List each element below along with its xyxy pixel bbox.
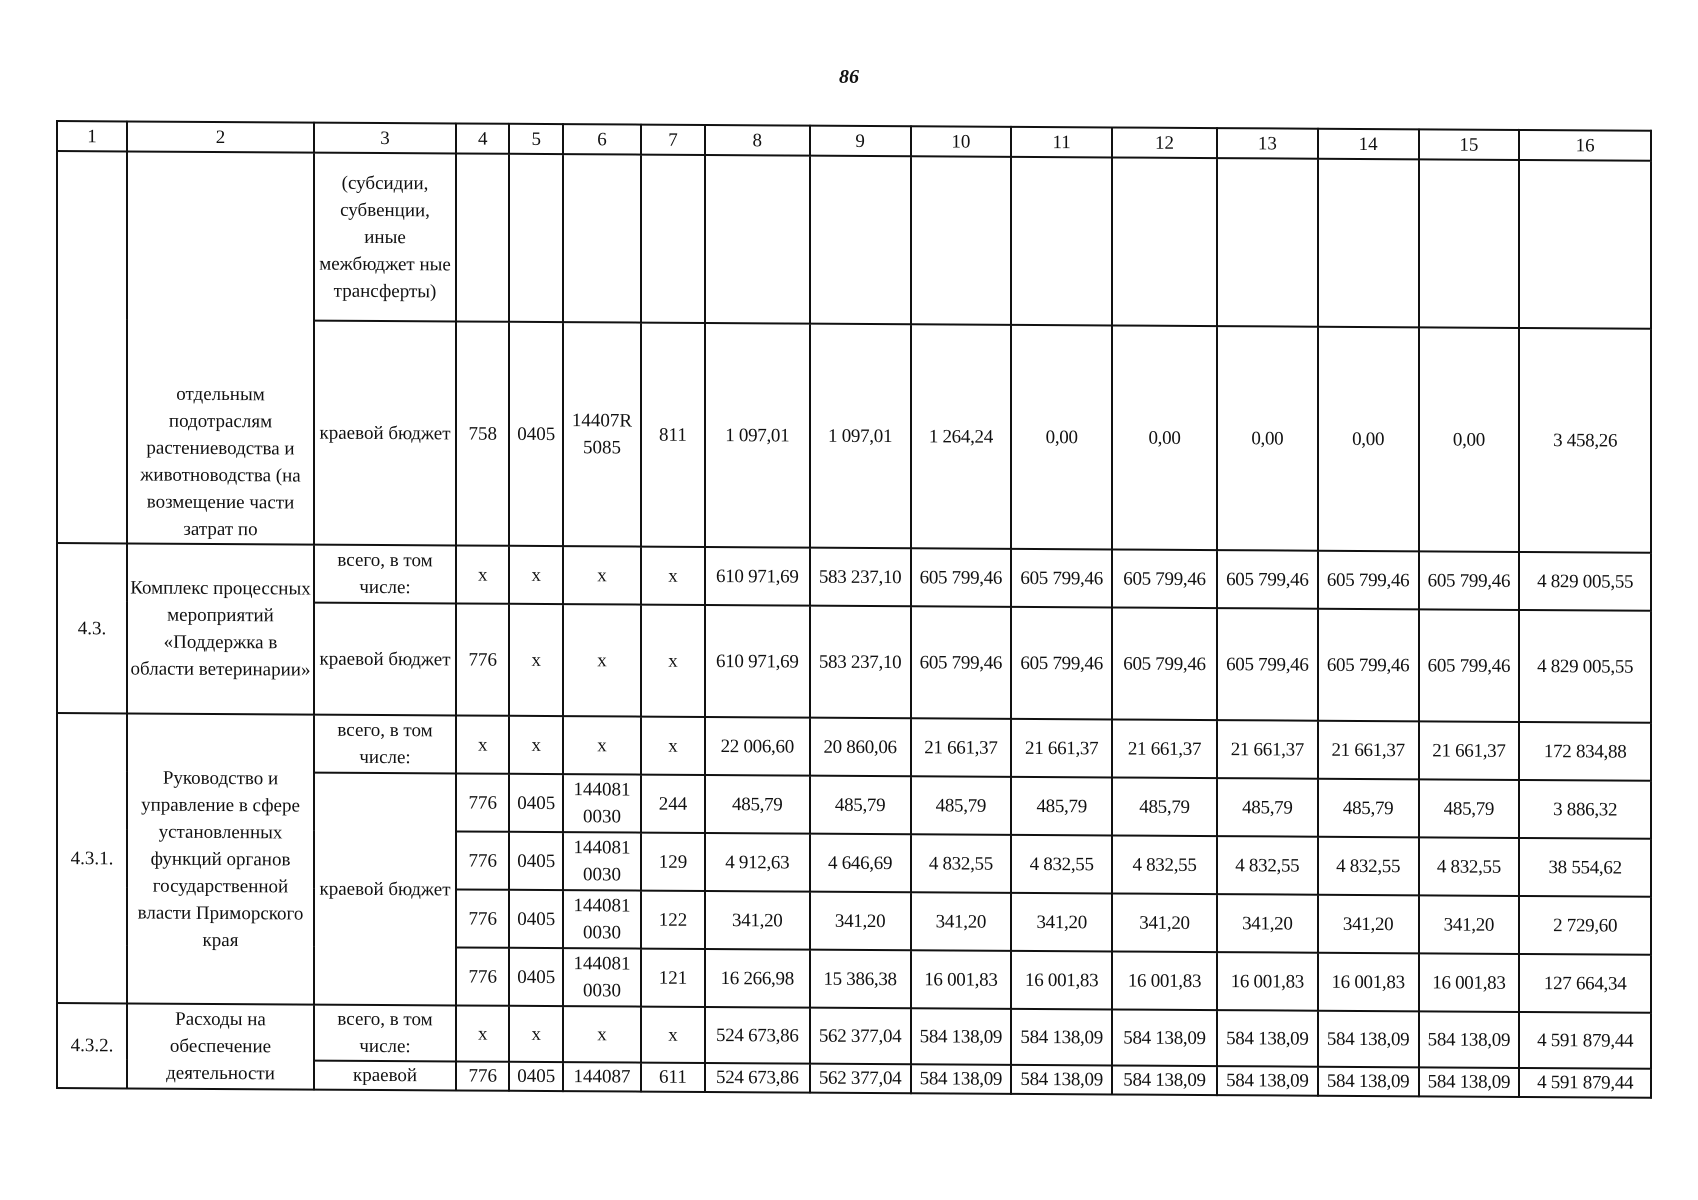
value-cell: 21 661,37 [911,718,1012,777]
value-cell: 16 001,83 [1419,953,1520,1012]
code-cell: 0405 [509,890,562,948]
value-cell: 4 591 879,44 [1519,1068,1651,1098]
value-cell: 605 799,46 [1217,608,1318,721]
funding-source: краевой бюджет [314,603,456,716]
header-cell: 3 [314,123,456,154]
value-cell: 583 237,10 [810,606,911,719]
value-cell: 16 001,83 [1217,952,1318,1011]
value-cell: 16 001,83 [1318,953,1419,1012]
value-cell: 584 138,09 [1112,1065,1217,1095]
value-cell: 584 138,09 [911,1008,1012,1065]
value-cell: 20 860,06 [810,718,911,777]
budget-table [56,120,1652,1099]
code-cell: 776 [456,603,509,715]
code-cell: 776 [456,947,509,1005]
value-cell: 605 799,46 [1318,609,1419,722]
empty-cell [1519,160,1651,329]
table-row [57,151,1651,329]
value-cell: 127 664,34 [1519,954,1651,1013]
value-cell: 21 661,37 [1318,721,1419,780]
code-cell: x [509,604,562,716]
code-cell: x [641,547,705,605]
empty-cell [456,153,509,321]
code-cell: 758 [456,321,509,545]
value-cell: 341,20 [911,892,1012,951]
value-cell: 485,79 [705,775,810,834]
code-cell: x [563,1006,641,1062]
funding-note: (субсидии, субвенции, иные межбюджет ные трансферты) [314,153,456,322]
header-cell: 4 [456,123,509,153]
code-cell: x [509,716,562,774]
table-row [57,543,1651,611]
value-cell: 16 001,83 [1011,951,1112,1010]
empty-cell [1112,157,1217,326]
value-cell: 4 832,55 [911,834,1012,893]
code-cell: x [641,1007,705,1063]
value-cell: 584 138,09 [1217,1066,1318,1096]
funding-source: всего, в том числе: [314,1005,456,1062]
value-cell: 562 377,04 [810,1064,911,1094]
measure-name: Руководство и управление в сфере установленных функций органов государственной власти Приморского края [127,713,314,1004]
row-number: 4.3.2. [57,1003,127,1088]
code-cell: 776 [456,831,509,889]
value-cell: 341,20 [1011,893,1112,952]
value-cell: 485,79 [1011,777,1112,836]
value-cell: 4 832,55 [1318,837,1419,896]
code-cell: 0405 [509,1062,562,1091]
code-cell: 122 [641,891,705,949]
code-cell: 129 [641,833,705,891]
code-cell: 144081 0030 [563,774,641,832]
value-cell: 4 912,63 [705,833,810,892]
value-cell: 605 799,46 [1112,607,1217,720]
value-cell: 4 832,55 [1419,837,1520,896]
code-cell: 0405 [509,832,562,890]
value-cell: 16 001,83 [1112,951,1217,1010]
row-number: 4.3.1. [57,713,127,1003]
page-number: 86 [839,66,859,88]
code-cell: 0405 [509,774,562,832]
measure-name: Расходы на обеспечение деятельности [127,1003,314,1089]
header-cell: 6 [563,124,641,154]
code-cell: 776 [456,1061,509,1090]
value-cell: 485,79 [911,776,1012,835]
value-cell: 4 591 879,44 [1519,1012,1651,1069]
value-cell: 3 458,26 [1519,328,1651,553]
value-cell: 584 138,09 [1419,1011,1520,1068]
value-cell: 38 554,62 [1519,838,1651,897]
value-cell: 583 237,10 [810,548,911,607]
value-cell: 605 799,46 [911,548,1012,607]
code-cell: 811 [641,323,705,547]
empty-cell [1011,157,1112,326]
value-cell: 610 971,69 [705,605,810,718]
value-cell: 4 832,55 [1112,835,1217,894]
header-cell: 10 [911,126,1012,157]
value-cell: 0,00 [1217,326,1318,551]
value-cell: 341,20 [705,891,810,950]
value-cell: 0,00 [1419,327,1520,552]
value-cell: 485,79 [1112,777,1217,836]
row-number: 4.3. [57,543,127,713]
code-cell: x [641,717,705,775]
funding-source: всего, в том числе: [314,545,456,604]
table-row [57,1003,1651,1069]
code-cell: x [563,546,641,604]
funding-source: краевой бюджет [314,321,456,546]
header-cell: 12 [1112,127,1217,158]
value-cell: 1 264,24 [911,324,1012,549]
value-cell: 1 097,01 [810,324,911,549]
code-cell: 0405 [509,948,562,1006]
funding-source: краевой [314,1061,456,1091]
empty-cell [509,154,562,322]
code-cell: 776 [456,889,509,947]
code-cell: 611 [641,1063,705,1092]
header-cell: 11 [1011,127,1112,158]
value-cell: 21 661,37 [1011,719,1112,778]
measure-name: отдельным подотраслям растениеводства и животноводства (на возмещение части затрат по [127,151,314,544]
value-cell: 22 006,60 [705,717,810,776]
code-cell: 144081 0030 [563,832,641,890]
value-cell: 4 829 005,55 [1519,552,1651,611]
code-cell: x [456,715,509,773]
value-cell: 4 829 005,55 [1519,610,1651,723]
value-cell: 584 138,09 [911,1064,1012,1094]
empty-cell [563,154,641,322]
value-cell: 485,79 [1217,778,1318,837]
header-cell: 5 [509,124,562,154]
value-cell: 524 673,86 [705,1063,810,1093]
value-cell: 341,20 [1318,895,1419,954]
code-cell: x [563,604,641,716]
value-cell: 485,79 [1419,779,1520,838]
value-cell: 584 138,09 [1318,1011,1419,1068]
value-cell: 605 799,46 [1011,607,1112,720]
value-cell: 605 799,46 [1112,549,1217,608]
value-cell: 584 138,09 [1419,1067,1520,1097]
value-cell: 341,20 [1419,895,1520,954]
code-cell: x [563,716,641,774]
header-cell: 14 [1318,129,1419,160]
empty-cell [810,156,911,325]
empty-cell [641,155,705,323]
value-cell: 605 799,46 [1419,609,1520,722]
value-cell: 16 266,98 [705,949,810,1008]
empty-cell [1419,159,1520,328]
value-cell: 16 001,83 [911,950,1012,1009]
empty-cell [1217,158,1318,327]
code-cell: 144081 0030 [563,890,641,948]
header-cell: 13 [1217,128,1318,159]
value-cell: 584 138,09 [1318,1067,1419,1097]
code-cell: x [509,546,562,604]
code-cell: 244 [641,775,705,833]
code-cell: 776 [456,773,509,831]
value-cell: 584 138,09 [1011,1065,1112,1095]
value-cell: 4 832,55 [1217,836,1318,895]
value-cell: 485,79 [810,776,911,835]
code-cell: x [509,1006,562,1062]
code-cell: 14407R 5085 [563,322,641,546]
value-cell: 21 661,37 [1112,719,1217,778]
code-cell: x [456,1005,509,1061]
value-cell: 485,79 [1318,779,1419,838]
value-cell: 605 799,46 [1011,549,1112,608]
value-cell: 524 673,86 [705,1007,810,1064]
header-cell: 9 [810,126,911,157]
code-cell: x [641,605,705,717]
value-cell: 2 729,60 [1519,896,1651,955]
value-cell: 605 799,46 [1419,551,1520,610]
value-cell: 15 386,38 [810,950,911,1009]
code-cell: x [456,545,509,603]
code-cell: 144087 [563,1062,641,1091]
empty-cell [911,156,1012,325]
code-cell: 144081 0030 [563,948,641,1006]
value-cell: 584 138,09 [1011,1009,1112,1066]
value-cell: 172 834,88 [1519,722,1651,781]
value-cell: 341,20 [1217,894,1318,953]
measure-name: Комплекс процессных мероприятий «Поддержка в области ветеринарии» [127,543,314,714]
value-cell: 0,00 [1318,327,1419,552]
value-cell: 4 646,69 [810,834,911,893]
code-cell: 121 [641,949,705,1007]
value-cell: 1 097,01 [705,323,810,548]
header-cell: 2 [127,121,314,152]
value-cell: 605 799,46 [1318,551,1419,610]
value-cell: 0,00 [1112,325,1217,550]
funding-source: краевой бюджет [314,773,456,1006]
value-cell: 341,20 [1112,893,1217,952]
value-cell: 584 138,09 [1112,1009,1217,1066]
header-cell: 1 [57,121,127,151]
table-row [57,713,1651,781]
value-cell: 562 377,04 [810,1008,911,1065]
value-cell: 605 799,46 [1217,550,1318,609]
funding-source: всего, в том числе: [314,715,456,774]
header-cell: 15 [1419,129,1520,160]
code-cell: 0405 [509,322,562,546]
value-cell: 0,00 [1011,325,1112,550]
value-cell: 341,20 [810,892,911,951]
value-cell: 610 971,69 [705,547,810,606]
value-cell: 3 886,32 [1519,780,1651,839]
row-number [57,151,127,543]
value-cell: 4 832,55 [1011,835,1112,894]
value-cell: 21 661,37 [1217,720,1318,779]
header-cell: 7 [641,125,705,155]
header-cell: 8 [705,125,810,156]
value-cell: 21 661,37 [1419,721,1520,780]
header-cell: 16 [1519,130,1651,161]
empty-cell [1318,159,1419,328]
value-cell: 584 138,09 [1217,1010,1318,1067]
value-cell: 605 799,46 [911,606,1012,719]
empty-cell [705,155,810,324]
